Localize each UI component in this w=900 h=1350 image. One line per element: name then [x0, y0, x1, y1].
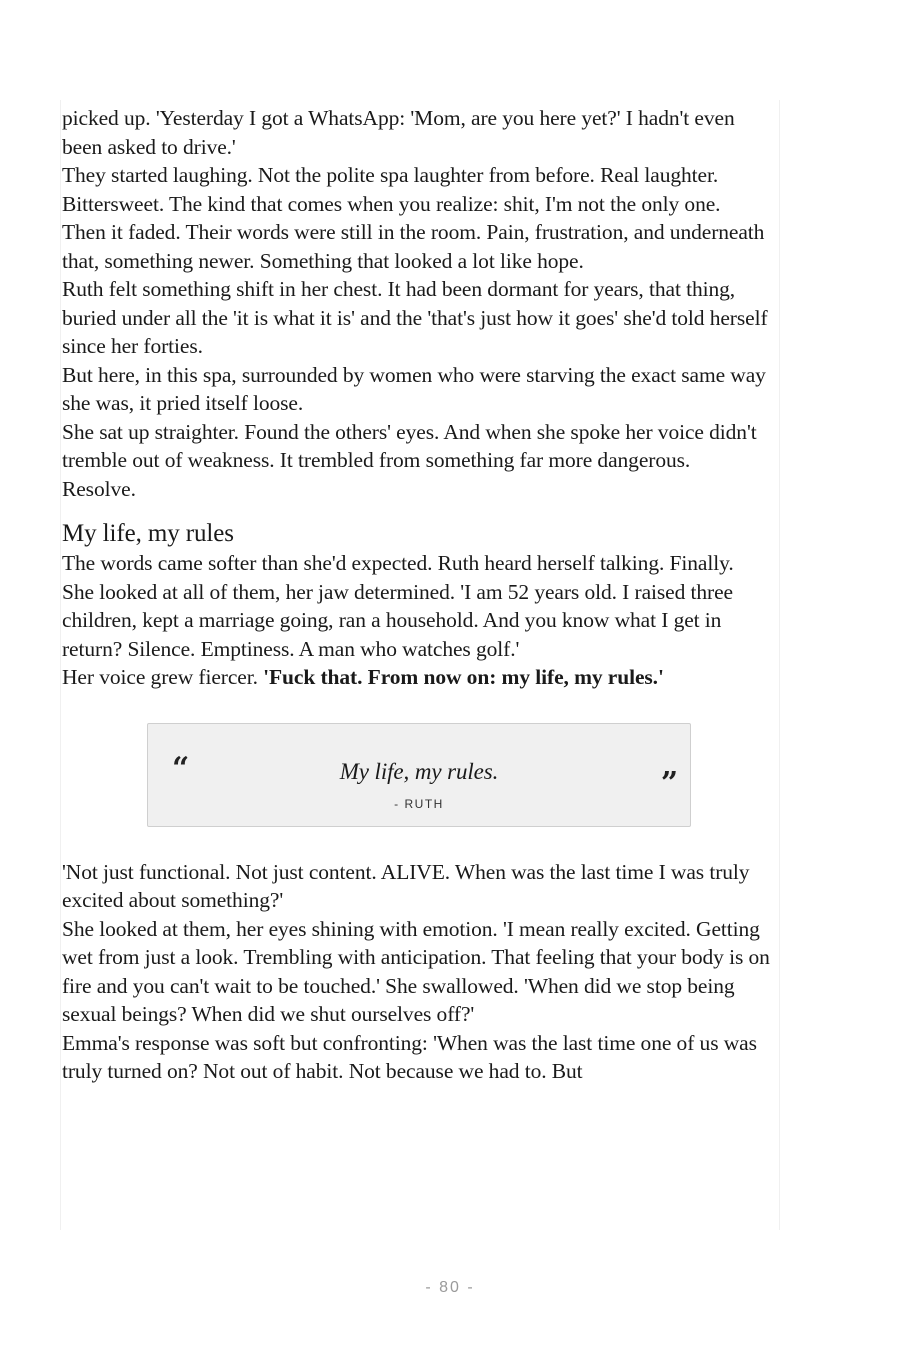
paragraph: 'Not just functional. Not just content. ALIVE. When was the last time I was truly excited about something?' [62, 859, 750, 912]
close-quote-icon: ” [660, 765, 678, 801]
paragraph: Ruth felt something shift in her chest. It had been dormant for years, that thing, buried under all the 'it is what it is' and the 'that's just how it goes' she'd told herself since her forties. [62, 277, 768, 358]
pull-quote-box [147, 723, 691, 827]
paragraph: But here, in this spa, surrounded by women who were starving the exact same way she was, it pried itself loose. [62, 362, 766, 415]
paragraph: She looked at them, her eyes shining with emotion. 'I mean really excited. Getting wet from just a look. Trembling with anticipation. That feeling that your body is on fire and you can't wait to be touched.' She swallowed. 'When did we stop being sexual beings? When did we shut ourselves off?' [62, 916, 770, 1026]
pull-quote-text: My life, my rules. [339, 758, 499, 784]
voice-bold-quote: 'Fuck that. From now on: my life, my rules.' [263, 665, 664, 689]
voice-lead: Her voice grew fiercer. [62, 665, 264, 689]
paragraph: The words came softer than she'd expected. Ruth heard herself talking. Finally. [62, 551, 734, 575]
paragraph: picked up. 'Yesterday I got a WhatsApp: 'Mom, are you here yet?' I hadn't even been asked to drive.' [62, 106, 735, 159]
paragraph: Emma's response was soft but confronting: 'When was the last time one of us was truly turned on? Not out of habit. Not because we had to. But [62, 1030, 757, 1083]
page-number: - 80 - [425, 1279, 475, 1296]
paragraph: She looked at all of them, her jaw determined. 'I am 52 years old. I raised three children, kept a marriage going, ran a household. And you know what I get in return? Silence. Emptiness. A man who watches golf.' [62, 579, 733, 661]
section-heading: My life, my rules [62, 520, 234, 547]
paragraph: She sat up straighter. Found the others' eyes. And when she spoke her voice didn't tremble out of weakness. It trembled from something far more dangerous. [62, 419, 757, 472]
body-text [62, 104, 778, 1086]
open-quote-icon: “ [172, 750, 190, 786]
pull-quote-author: - RUTH [394, 796, 444, 811]
paragraph: They started laughing. Not the polite spa laughter from before. Real laughter. Bittersweet. The kind that comes when you realize: shit, I'm not the only one. [62, 163, 721, 216]
paragraph: Resolve. [62, 476, 136, 501]
paragraph-voice [62, 663, 778, 692]
paragraph: Then it faded. Their words were still in the room. Pain, frustration, and underneath that, something newer. Something that looked a lot like hope. [62, 220, 765, 273]
